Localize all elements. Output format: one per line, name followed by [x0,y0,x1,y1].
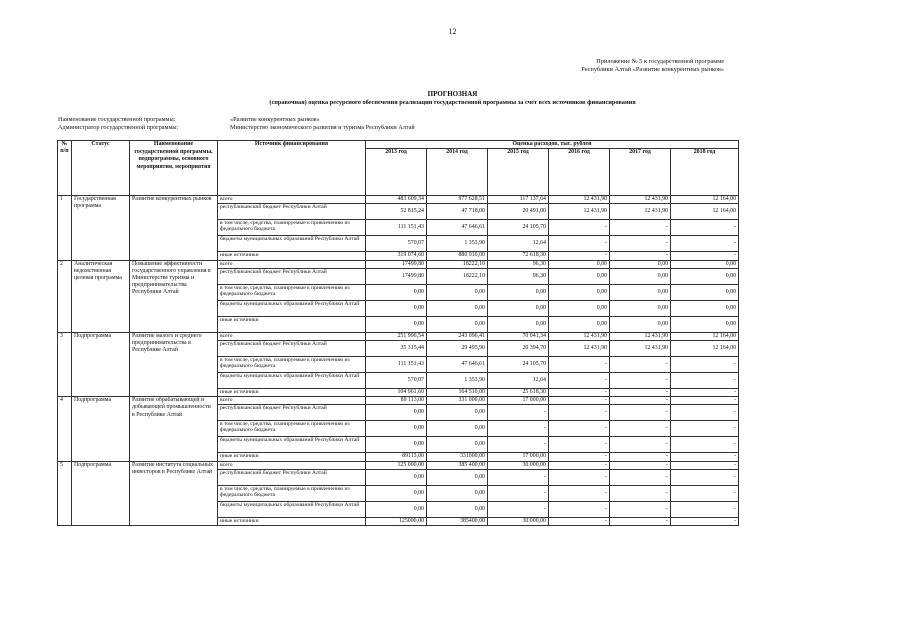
section-status: Подпрограмма [72,397,130,461]
amount-cell: 0,00 [549,316,610,332]
funding-source: бюджеты муниципальных образований Республики Алтай [218,236,366,252]
amount-cell: 0,00 [549,284,610,300]
amount-cell: 12 164,00 [671,341,739,357]
amount-cell: 17 000,00 [488,453,549,461]
amount-cell: 30 000,00 [488,461,549,469]
header-year: 2016 год [549,149,610,196]
document-title: ПРОГНОЗНАЯ [427,90,478,98]
amount-cell: 12 164,00 [671,332,739,340]
header-year: 2017 год [610,149,671,196]
amount-cell: - [549,485,610,501]
amount-cell: 17499,80 [366,268,427,284]
amount-cell: 319 074,60 [366,252,427,260]
amount-cell: 0,00 [366,405,427,421]
amount-cell: - [671,453,739,461]
amount-cell: - [610,517,671,525]
section-name: Повышение эффективности государственного управления в Министерстве туризма и предпринимательства Республики Алтай [130,260,218,332]
amount-cell: 20 491,00 [488,204,549,220]
amount-cell: - [671,485,739,501]
amount-cell: - [549,373,610,389]
amount-cell: - [671,252,739,260]
funding-source: республиканский бюджет Республики Алтай [218,268,366,284]
amount-cell: - [610,236,671,252]
amount-cell: - [488,437,549,453]
funding-source: в том числе, средства, планируемые к привлечению из федерального бюджета [218,421,366,437]
document-subtitle: (справочная) оценка ресурсного обеспечения реализации государственной программы за счет всех источников финансирования [269,98,636,106]
amount-cell: 0,00 [366,284,427,300]
amount-cell: - [610,357,671,373]
amount-cell: - [610,421,671,437]
funding-source: иные источники [218,517,366,525]
amount-cell: 0,00 [427,469,488,485]
program-name-value: «Развитие конкурентных рынков» [230,116,320,123]
header-year: 2014 год [427,149,488,196]
amount-cell: 30 000,00 [488,517,549,525]
amount-cell: 12,64 [488,236,549,252]
amount-cell: 12 431,90 [549,196,610,204]
appendix-line-1: Приложение № 5 к государственной программе [596,58,724,65]
table-row [58,461,739,469]
amount-cell: 52 815,24 [366,204,427,220]
funding-source: республиканский бюджет Республики Алтай [218,469,366,485]
funding-source: республиканский бюджет Республики Алтай [218,341,366,357]
amount-cell: - [549,389,610,397]
amount-cell: 89 113,00 [366,397,427,405]
amount-cell: 96,30 [488,268,549,284]
header-name: Наименование государственной программы, подпрограммы, основного мероприятия, мероприятия [130,141,218,196]
amount-cell: 0,00 [671,300,739,316]
section-name: Развитие конкурентных рынков [130,196,218,260]
amount-cell: - [610,389,671,397]
funding-source: всего [218,196,366,204]
amount-cell: 25 618,30 [488,389,549,397]
amount-cell: 977 628,51 [427,196,488,204]
section-status: Подпрограмма [72,461,130,525]
amount-cell: - [671,357,739,373]
amount-cell: - [671,469,739,485]
amount-cell: 12 431,90 [549,204,610,220]
amount-cell: 24 105,70 [488,357,549,373]
amount-cell: 12 431,90 [610,204,671,220]
table-body [58,196,739,526]
amount-cell: 243 096,41 [427,332,488,340]
amount-cell: 1 353,90 [427,373,488,389]
amount-cell: 0,00 [610,284,671,300]
funding-source: в том числе, средства, планируемые к привлечению из федерального бюджета [218,357,366,373]
amount-cell: 17499,80 [366,260,427,268]
amount-cell: - [671,373,739,389]
resource-estimate-table [57,140,739,526]
amount-cell: 12 431,90 [610,196,671,204]
amount-cell: 164 510,00 [427,389,488,397]
amount-cell: 0,00 [366,316,427,332]
amount-cell: 96,30 [488,260,549,268]
administrator-value: Министерство экономического развития и туризма Республики Алтай [230,124,415,131]
header-num: № п/п [58,141,72,196]
amount-cell: 0,00 [366,300,427,316]
funding-source: в том числе, средства, планируемые к привлечению из федерального бюджета [218,220,366,236]
amount-cell: 251 996,54 [366,332,427,340]
funding-source: бюджеты муниципальных образований Республики Алтай [218,437,366,453]
funding-source: бюджеты муниципальных образований Республики Алтай [218,373,366,389]
program-name-label: Наименование государственной программы: [58,116,176,123]
funding-source: в том числе, средства, планируемые к привлечению из федерального бюджета [218,284,366,300]
amount-cell: - [488,421,549,437]
amount-cell: 0,00 [427,437,488,453]
amount-cell: - [610,461,671,469]
amount-cell: 0,00 [488,284,549,300]
amount-cell: 125 000,00 [366,461,427,469]
section-status: Государственная программа [72,196,130,260]
amount-cell: - [549,397,610,405]
amount-cell: 0,00 [427,421,488,437]
amount-cell: 0,00 [427,316,488,332]
header-source: Источник финансирования [218,141,366,196]
amount-cell: - [610,437,671,453]
funding-source: в том числе, средства, планируемые к привлечению из федерального бюджета [218,485,366,501]
amount-cell: 70 041,34 [488,332,549,340]
amount-cell: 111 151,43 [366,220,427,236]
amount-cell: - [549,220,610,236]
amount-cell: 72 618,30 [488,252,549,260]
amount-cell: 35 315,44 [366,341,427,357]
amount-cell: - [610,252,671,260]
amount-cell: - [549,405,610,421]
amount-cell: - [488,485,549,501]
amount-cell: 12 164,00 [671,204,739,220]
table-row [58,332,739,340]
amount-cell: - [549,469,610,485]
amount-cell: 47 718,00 [427,204,488,220]
amount-cell: 0,00 [366,501,427,517]
appendix-line-2: Республики Алтай «Развитие конкурентных рынков» [581,66,724,73]
funding-source: республиканский бюджет Республики Алтай [218,405,366,421]
amount-cell: 89113,00 [366,453,427,461]
amount-cell: 12 164,00 [671,196,739,204]
amount-cell: 47 646,61 [427,357,488,373]
amount-cell: - [488,501,549,517]
amount-cell: 29 495,90 [427,341,488,357]
amount-cell: 0,00 [671,260,739,268]
amount-cell: 0,00 [427,405,488,421]
amount-cell: 0,00 [427,485,488,501]
amount-cell: - [671,220,739,236]
amount-cell: 0,00 [610,268,671,284]
amount-cell: 0,00 [366,437,427,453]
header-year: 2015 год [488,149,549,196]
amount-cell: 880 910,00 [427,252,488,260]
amount-cell: 17 000,00 [488,397,549,405]
amount-cell: - [671,517,739,525]
amount-cell: 570,07 [366,373,427,389]
funding-source: всего [218,260,366,268]
section-number: 5 [58,461,72,525]
amount-cell: 12,64 [488,373,549,389]
section-number: 1 [58,196,72,260]
amount-cell: 0,00 [488,300,549,316]
amount-cell: - [610,469,671,485]
amount-cell: 47 646,61 [427,220,488,236]
amount-cell: - [610,501,671,517]
amount-cell: - [671,421,739,437]
section-number: 4 [58,397,72,461]
amount-cell: - [549,461,610,469]
amount-cell: 0,00 [610,260,671,268]
amount-cell: 0,00 [366,421,427,437]
amount-cell: - [488,405,549,421]
amount-cell: 12 431,90 [610,332,671,340]
amount-cell: 483 609,34 [366,196,427,204]
amount-cell: - [549,517,610,525]
amount-cell: - [671,461,739,469]
funding-source: бюджеты муниципальных образований Республики Алтай [218,501,366,517]
amount-cell: - [549,236,610,252]
amount-cell: 0,00 [671,316,739,332]
section-name: Развитие обрабатывающей и добывающей промышленности в Республике Алтай [130,397,218,461]
funding-source: иные источники [218,316,366,332]
amount-cell: 1 353,90 [427,236,488,252]
amount-cell: - [610,485,671,501]
amount-cell: 12 431,90 [610,341,671,357]
amount-cell: 331 000,00 [427,397,488,405]
amount-cell: - [610,220,671,236]
amount-cell: 18222,10 [427,260,488,268]
section-name: Развитие института социальных инвесторов в Республике Алтай [130,461,218,525]
table-row [58,397,739,405]
amount-cell: - [488,469,549,485]
amount-cell: 0,00 [366,485,427,501]
amount-cell: 0,00 [610,300,671,316]
amount-cell: 385 400,00 [427,461,488,469]
amount-cell: 0,00 [549,260,610,268]
amount-cell: - [549,501,610,517]
amount-cell: - [671,405,739,421]
amount-cell: - [671,389,739,397]
funding-source: иные источники [218,252,366,260]
amount-cell: - [671,501,739,517]
amount-cell: 0,00 [549,300,610,316]
amount-cell: 0,00 [427,284,488,300]
amount-cell: - [549,421,610,437]
header-status: Статус [72,141,130,196]
amount-cell: 24 105,70 [488,220,549,236]
amount-cell: 12 431,90 [549,332,610,340]
funding-source: бюджеты муниципальных образований Республики Алтай [218,300,366,316]
amount-cell: 0,00 [488,316,549,332]
header-year: 2013 год [366,149,427,196]
section-status: Подпрограмма [72,332,130,396]
amount-cell: 331000,00 [427,453,488,461]
amount-cell: - [549,437,610,453]
amount-cell: - [549,453,610,461]
table-row [58,196,739,204]
amount-cell: - [610,373,671,389]
amount-cell: 0,00 [366,469,427,485]
header-year: 2018 год [671,149,739,196]
amount-cell: 18222,10 [427,268,488,284]
section-number: 3 [58,332,72,396]
amount-cell: 117 137,64 [488,196,549,204]
amount-cell: 0,00 [610,316,671,332]
amount-cell: 0,00 [427,501,488,517]
amount-cell: 20 394,70 [488,341,549,357]
amount-cell: 0,00 [549,268,610,284]
amount-cell: 125000,00 [366,517,427,525]
funding-source: иные источники [218,389,366,397]
amount-cell: 104 961,60 [366,389,427,397]
table-row [58,260,739,268]
amount-cell: 385400,00 [427,517,488,525]
amount-cell: 0,00 [671,268,739,284]
section-status: Аналитическая ведомственная целевая программа [72,260,130,332]
amount-cell: - [671,397,739,405]
funding-source: всего [218,332,366,340]
amount-cell: - [549,252,610,260]
amount-cell: - [610,397,671,405]
funding-source: всего [218,397,366,405]
amount-cell: - [610,405,671,421]
page-number: 12 [448,27,457,36]
header-estimate: Оценка расходов, тыс. рублей [366,141,739,149]
funding-source: иные источники [218,453,366,461]
amount-cell: - [671,437,739,453]
amount-cell: - [549,357,610,373]
section-number: 2 [58,260,72,332]
amount-cell: - [671,236,739,252]
amount-cell: 0,00 [671,284,739,300]
amount-cell: 0,00 [427,300,488,316]
amount-cell: 570,07 [366,236,427,252]
funding-source: всего [218,461,366,469]
funding-source: республиканский бюджет Республики Алтай [218,204,366,220]
amount-cell: 12 431,90 [549,341,610,357]
administrator-label: Администратор государственной программы: [58,124,179,131]
section-name: Развитие малого и среднего предпринимательства в Республике Алтай [130,332,218,396]
amount-cell: 111 151,43 [366,357,427,373]
amount-cell: - [610,453,671,461]
